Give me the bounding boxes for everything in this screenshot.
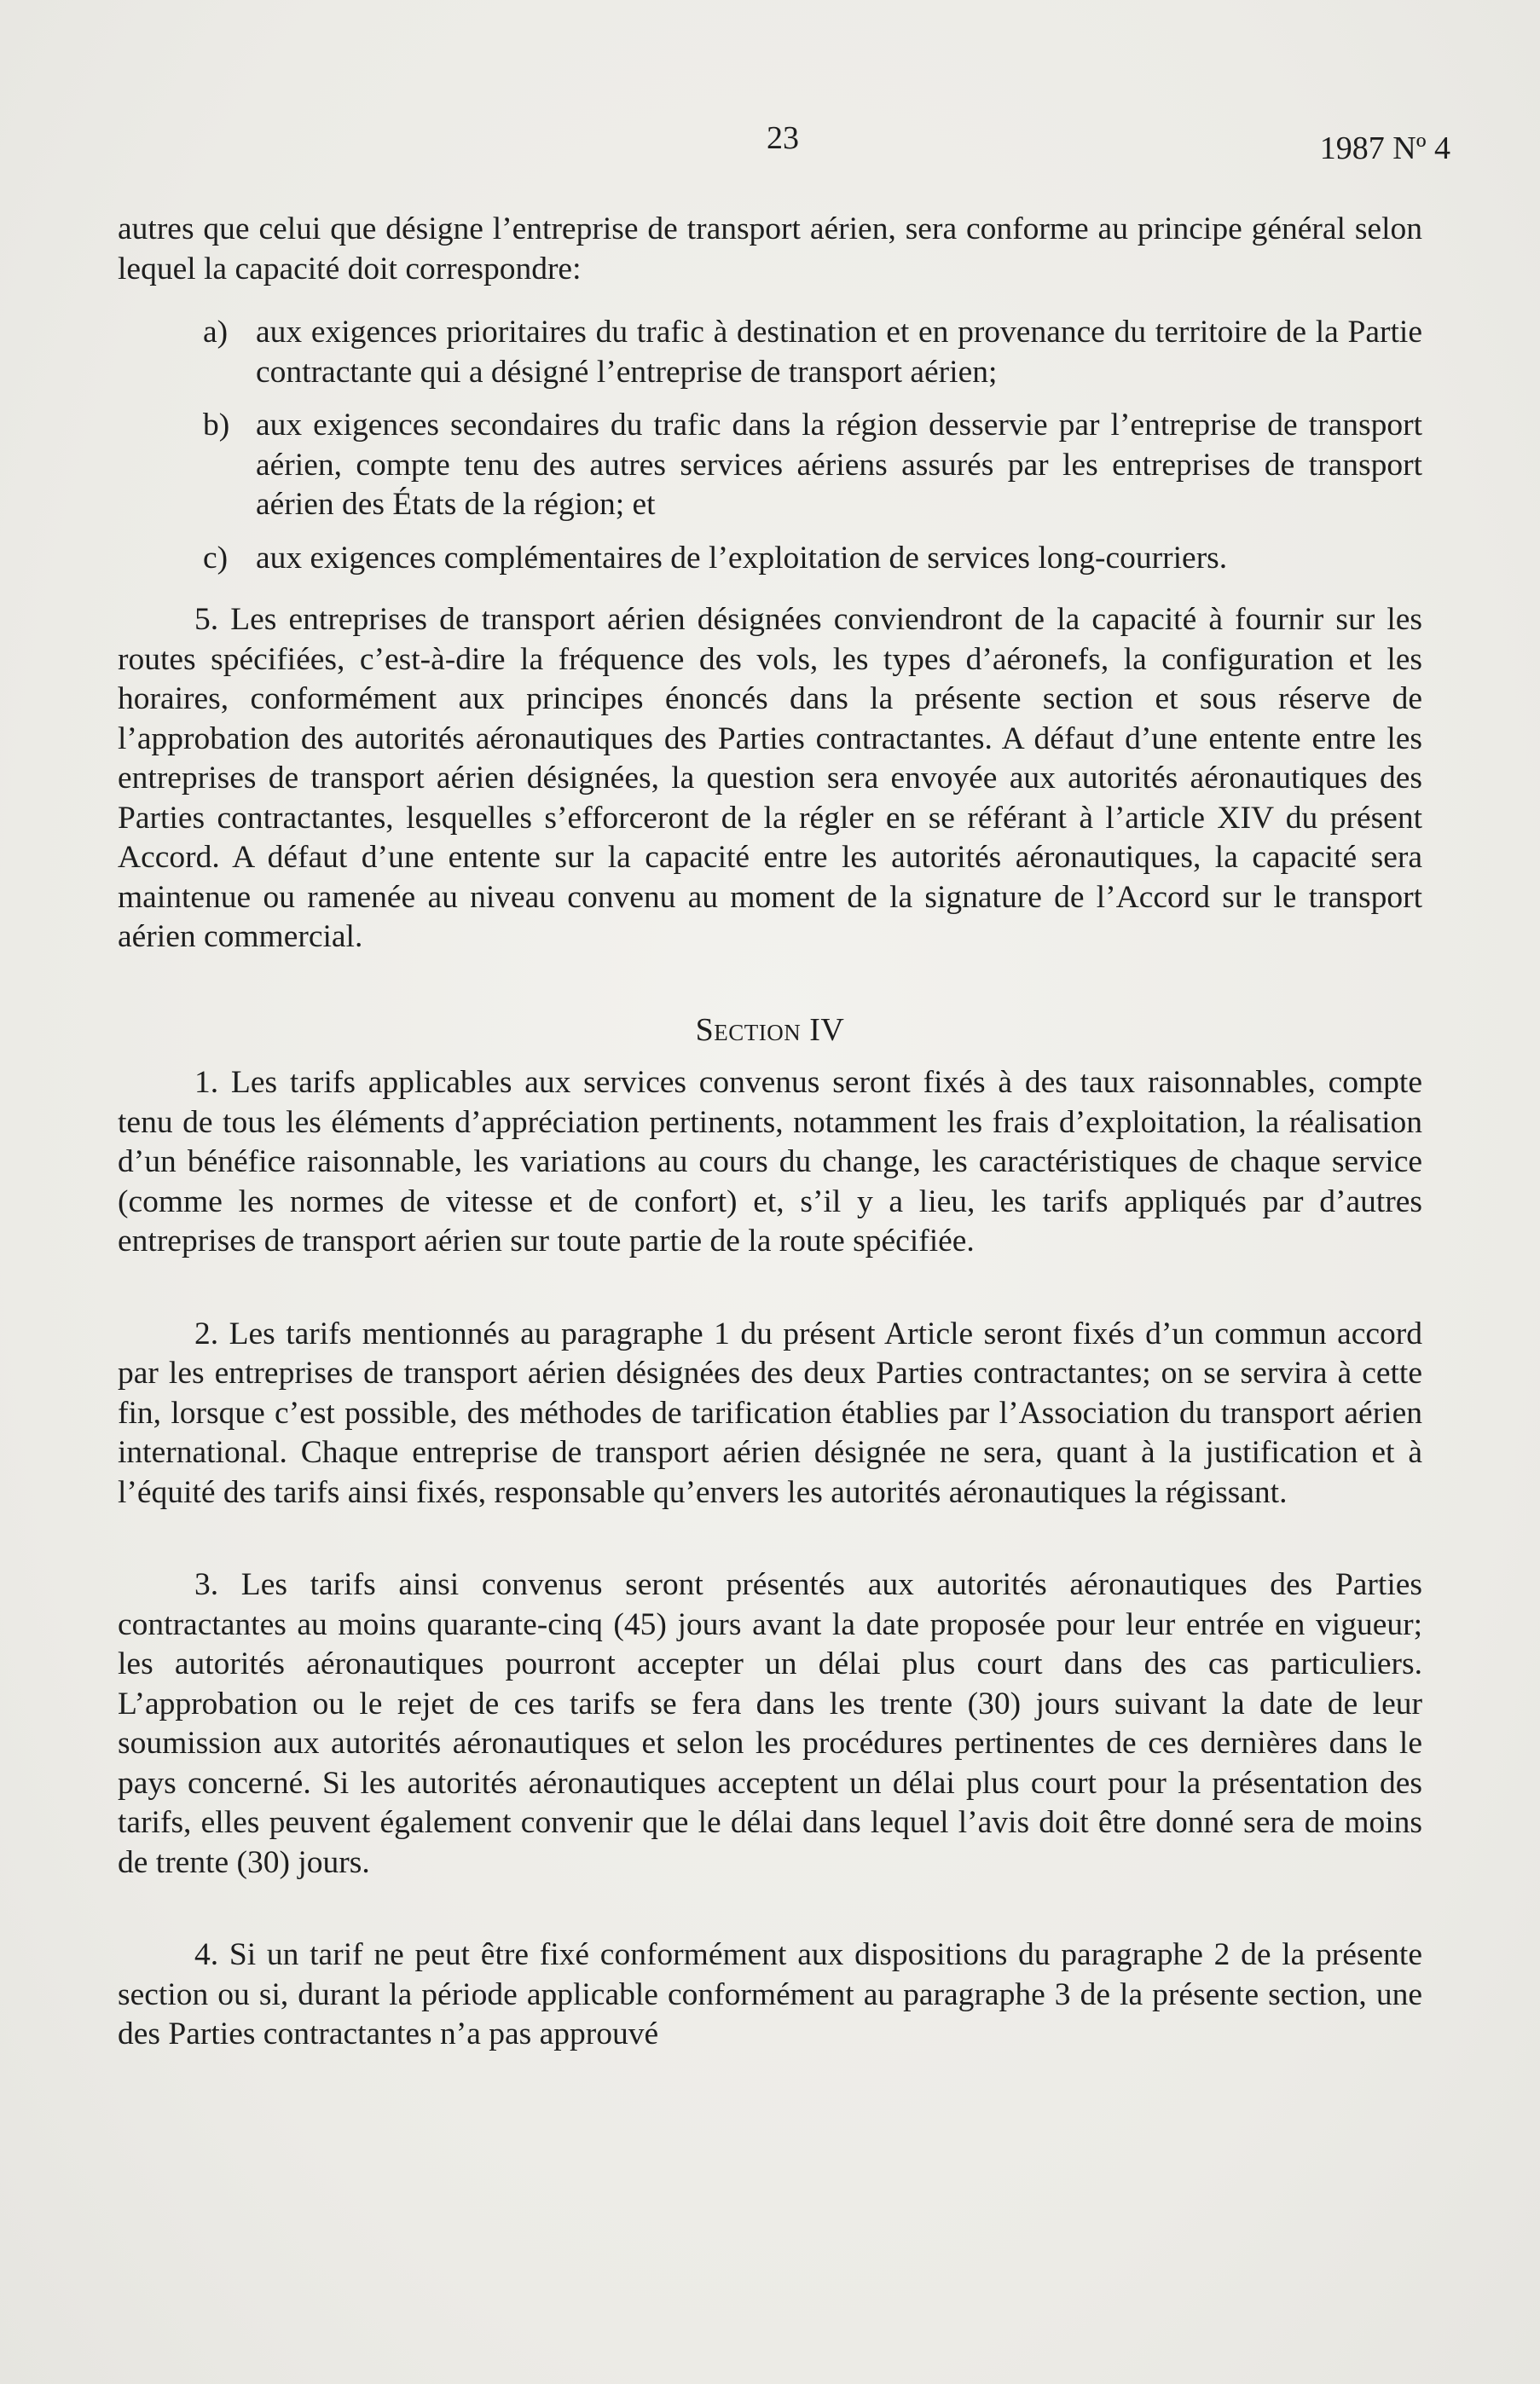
page-number: 23	[767, 120, 799, 156]
list-item-text: aux exigences complémentaires de l’exploitation de services long-courriers.	[256, 540, 1228, 576]
continued-paragraph: autres que celui que désigne l’entreprise de transport aérien, sera conforme au principe général selon lequel la capacité doit correspondre:	[118, 211, 1422, 286]
section-heading: Section IV	[695, 1011, 845, 1048]
section-paragraph-1: 1. Les tarifs applicables aux services convenus seront fixés à des taux raisonnables, compte tenu de tous les éléments d’appréciation pertinents, notamment les frais d’exploitation, la réalisation d’un bénéfice raisonnable, les variations au cours du change, les caractéristiques de chaque service (comme les normes de vitesse et de confort) et, s’il y a lieu, les tarifs appliqués par d’autres entreprises de transport aérien sur toute partie de la route spécifiée.	[118, 1065, 1422, 1259]
section-paragraph-2: 2. Les tarifs mentionnés au paragraphe 1 du présent Article seront fixés d’un commun accord par les entreprises de transport aérien désignées des deux Parties contractantes; on se servira à cette fin, lorsque c’est possible, des méthodes de tarification établies par l’Association du transport aérien international. Chaque entreprise de transport aérien désignée ne sera, quant à la justification et à l’équité des tarifs ainsi fixés, responsable qu’envers les autorités aéronautiques la régissant.	[118, 1316, 1422, 1510]
list-item-b	[118, 406, 1422, 525]
list-marker: c)	[203, 540, 229, 576]
body-text	[118, 210, 1422, 2108]
paragraph-5: 5. Les entreprises de transport aérien désignées conviendront de la capacité à fournir sur les routes spécifiées, c’est-à-dire la fréquence des vols, les types d’aéronefs, la configuration et les horaires, conformément aux principes énoncés dans la présente section et sous réserve de l’approbation des autorités aéronautiques des Parties contractantes. A défaut d’une entente entre les entreprises de transport aérien désignées, la question sera envoyée aux autorités aéronautiques des Parties contractantes, lesquelles s’efforceront de la régler en se référant à l’article XIV du présent Accord. A défaut d’une entente sur la capacité entre les autorités aéronautiques, la capacité sera maintenue ou ramenée au niveau convenu au moment de la signature de l’Accord sur le transport aérien commercial.	[118, 602, 1422, 954]
section-paragraph-4: 4. Si un tarif ne peut être fixé conformément aux dispositions du paragraphe 2 de la présente section ou si, durant la période applicable conformément au paragraphe 3 de la présente section, une des Parties contractantes n’a pas approuvé	[118, 1937, 1422, 2051]
list-marker: a)	[203, 315, 229, 350]
list-item-text: aux exigences secondaires du trafic dans la région desservie par l’entreprise de transport aérien, compte tenu des autres services aériens assurés par les entreprises de transport aérien des États de la région; et	[256, 408, 1422, 522]
list-item-c	[118, 539, 1422, 579]
list-item-text: aux exigences prioritaires du trafic à destination et en provenance du territoire de la Partie contractante qui a désigné l’entreprise de transport aérien;	[256, 315, 1422, 390]
list-marker: b)	[203, 408, 230, 443]
page-header	[0, 119, 1540, 171]
section-paragraph-3: 3. Les tarifs ainsi convenus seront présentés aux autorités aéronautiques des Parties contractantes au moins quarante-cinq (45) jours avant la date proposée pour leur entrée en vigueur; les autorités aéronautiques pourront accepter un délai plus court dans des cas particuliers. L’approbation ou le rejet de ces tarifs se fera dans les trente (30) jours suivant la date de leur soumission aux autorités aéronautiques et selon les procédures pertinentes de ces dernières dans le pays concerné. Si les autorités aéronautiques acceptent un délai plus court pour la présentation des tarifs, elles peuvent également convenir que le délai dans lequel l’avis doit être donné sera de moins de trente (30) jours.	[118, 1567, 1422, 1880]
series-reference: 1987 Nº 4	[1319, 130, 1450, 166]
list-item-a	[118, 313, 1422, 392]
